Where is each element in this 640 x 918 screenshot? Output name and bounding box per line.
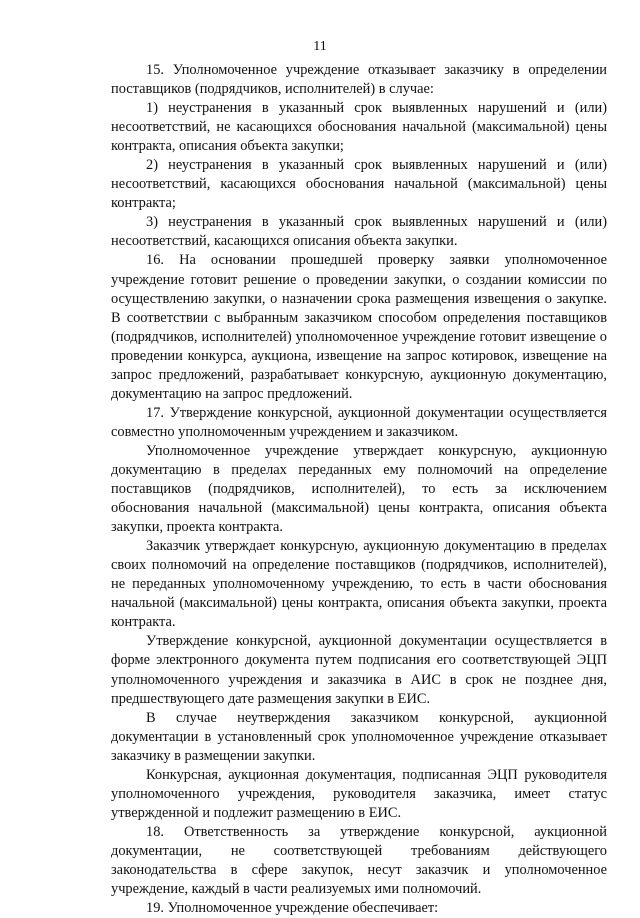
page-number: 11 <box>313 39 327 54</box>
paragraph-19: 19. Уполномоченное учреждение обеспечивает: <box>146 900 439 917</box>
paragraph-15-item-3: 3) неустранения в указанный срок выявленных нарушений и (или) несоответствий, касающихся описания объекта закупки. <box>111 214 607 250</box>
paragraph-15-item-2: 2) неустранения в указанный срок выявленных нарушений и (или) несоответствий, касающихся обоснования начальной (максимальной) цены контракта; <box>111 157 607 212</box>
paragraph-17-customer: Заказчик утверждает конкурсную, аукционную документацию в пределах своих полномочий на определение поставщиков (подрядчиков, исполнителей), не переданных уполномоченному учреждению, то есть в части обоснования начальной (максимальной) цены контракта, описания объекта закупки, проекта контракта. <box>111 538 607 631</box>
paragraph-17-refusal: В случае неутверждения заказчиком конкурсной, аукционной документации в установленный срок уполномоченное учреждение отказывает заказчику в размещении закупки. <box>111 709 607 764</box>
paragraph-17: 17. Утверждение конкурсной, аукционной документации осуществляется совместно уполномоченным учреждением и заказчиком. <box>111 404 607 440</box>
paragraph-15: 15. Уполномоченное учреждение отказывает заказчику в определении поставщиков (подрядчиков, исполнителей) в случае: <box>111 62 607 98</box>
paragraph-15-item-1: 1) неустранения в указанный срок выявленных нарушений и (или) несоответствий, не касающихся обоснования начальной (максимальной) цены контракта, описания объекта закупки; <box>111 100 607 155</box>
paragraph-16: 16. На основании прошедшей проверку заявки уполномоченное учреждение готовит решение о проведении закупки, о создании комиссии по осуществлению закупки, о назначении срока размещения извещения о закупке. В соответствии с выбранным заказчиком способом определения поставщиков (подрядчиков, исполнителей) уполномоченное учреждение готовит извещение о проведении конкурса, аукциона, извещение на запрос котировок, извещение на запрос предложений, разрабатывает конкурсную, аукционную документацию, документацию на запрос предложений. <box>111 252 607 402</box>
paragraph-18: 18. Ответственность за утверждение конкурсной, аукционной документации, не соответствующей требованиям действующего законодательства в сфере закупок, несут заказчик и уполномоченное учреждение, каждый в части реализуемых ими полномочий. <box>111 823 607 898</box>
paragraph-17-status: Конкурсная, аукционная документация, подписанная ЭЦП руководителя уполномоченного учреждения, руководителя заказчика, имеет статус утвержденной и подлежит размещению в ЕИС. <box>111 766 607 821</box>
paragraph-17-authority: Уполномоченное учреждение утверждает конкурсную, аукционную документацию в пределах переданных ему полномочий на определение поставщиков (подрядчиков, исполнителей), то есть за исключением обоснования начальной (максимальной) цены контракта, описания объекта закупки, проекта контракта. <box>111 442 607 536</box>
paragraph-17-signing: Утверждение конкурсной, аукционной документации осуществляется в форме электронного документа путем подписания его соответствующей ЭЦП уполномоченного учреждения и заказчика в АИС в срок не позднее дня, предшествующего дате размещения закупки в ЕИС. <box>111 633 607 707</box>
document-body <box>111 61 607 918</box>
